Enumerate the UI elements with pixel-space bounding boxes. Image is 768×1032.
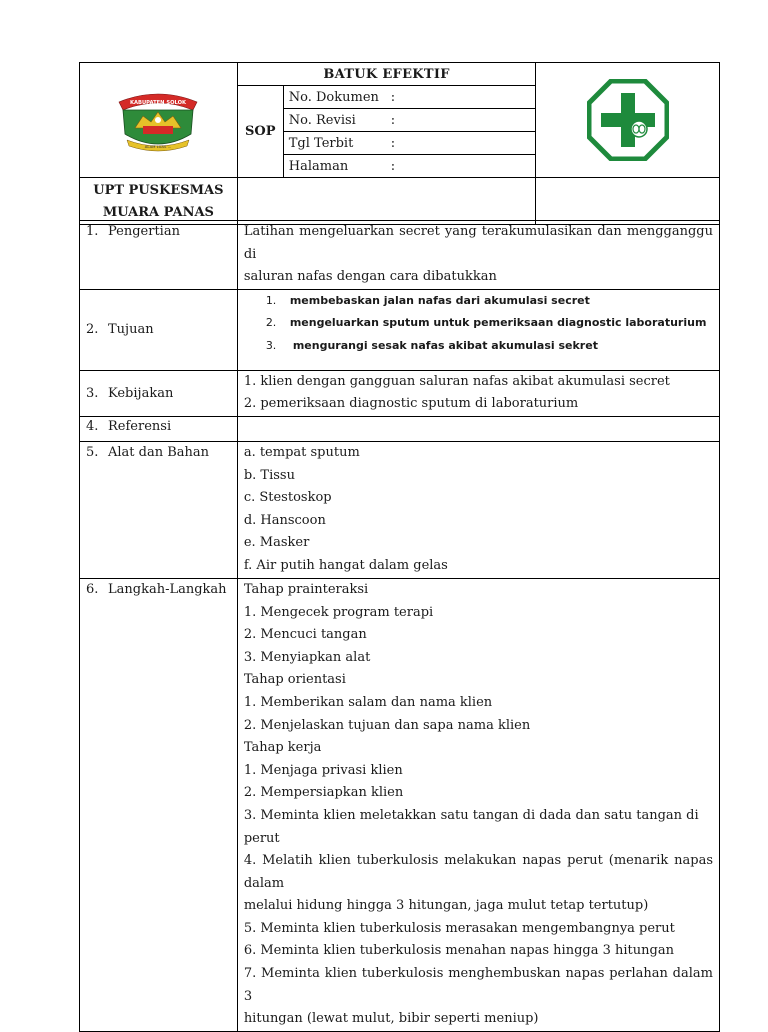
org-line-2: MUARA PANAS xyxy=(102,205,214,220)
tujuan-item: 1. membebaskan jalan nafas dari akumulasi secret xyxy=(265,293,590,307)
langkah-step: 5. Meminta klien tuberkulosis merasakan mengembangnya perut xyxy=(243,920,675,936)
section-langkah-label: 6. Langkah-Langkah xyxy=(80,578,238,1031)
alat-item: a. tempat sputum xyxy=(243,444,360,460)
pengertian-line-2: saluran nafas dengan cara dibatukkan xyxy=(243,269,497,285)
pengertian-line-1: Latihan mengeluarkan secret yang terakumulasikan dan mengganggu di xyxy=(243,224,713,262)
kebijakan-item: 2. pemeriksaan diagnostic sputum di laboraturium xyxy=(243,396,579,412)
sop-label: SOP xyxy=(237,86,283,178)
langkah-step: 1. Menjaga privasi klien xyxy=(243,762,403,778)
alat-item: b. Tissu xyxy=(243,467,295,483)
logo-left-text: KABUPATEN SOLOK xyxy=(130,100,187,106)
meta-no-revisi: No. Revisi : xyxy=(283,109,536,132)
langkah-step: 7. Meminta klien tuberkulosis menghembuskan napas perlahan dalam 3 xyxy=(243,966,713,1004)
kebijakan-item: 1. klien dengan gangguan saluran nafas akibat akumulasi secret xyxy=(243,373,670,389)
sop-body-table xyxy=(79,220,720,1032)
alat-item: f. Air putih hangat dalam gelas xyxy=(243,557,448,573)
langkah-heading: Tahap prainteraksi xyxy=(243,581,369,597)
langkah-step: 6. Meminta klien tuberkulosis menahan napas hingga 3 hitungan xyxy=(243,943,674,959)
section-referensi-content xyxy=(237,416,719,441)
section-kebijakan-label: 3. Kebijakan xyxy=(80,370,238,416)
section-alat-label: 5. Alat dan Bahan xyxy=(80,441,238,578)
sop-header-table xyxy=(79,62,720,225)
alat-item: d. Hanscoon xyxy=(243,512,326,528)
alat-item: e. Masker xyxy=(243,535,310,551)
org-blank-cell-right xyxy=(536,178,720,225)
langkah-heading: Tahap kerja xyxy=(243,740,322,756)
logo-right-cell xyxy=(536,63,720,178)
logo-left-cell xyxy=(80,63,238,178)
tujuan-item: 2. mengeluarkan sputum untuk pemeriksaan diagnostic laboraturium xyxy=(265,316,707,330)
langkah-step: 2. Menjelaskan tujuan dan sapa nama klien xyxy=(243,717,531,733)
tujuan-item: 3. mengurangi sesak nafas akibat akumulasi sekret xyxy=(265,338,598,352)
langkah-step: 1. Mengecek program terapi xyxy=(243,604,434,620)
langkah-step: 2. Mencuci tangan xyxy=(243,627,367,643)
section-referensi-label: 4. Referensi xyxy=(80,416,238,441)
langkah-step: 3. Menyiapkan alat xyxy=(243,649,371,665)
section-kebijakan-content xyxy=(237,370,719,416)
kabupaten-solok-logo xyxy=(113,88,203,154)
langkah-step: 1. Memberikan salam dan nama klien xyxy=(243,694,493,710)
section-pengertian-label: 1. Pengertian xyxy=(80,221,238,290)
section-tujuan-content xyxy=(237,289,719,370)
langkah-step-cont: melalui hidung hingga 3 hitungan, jaga mulut tetap tertutup) xyxy=(243,898,649,914)
section-pengertian-content xyxy=(237,221,719,290)
meta-no-dokumen: No. Dokumen : xyxy=(283,86,536,109)
org-blank-cell xyxy=(237,178,536,225)
puskesmas-cross-logo xyxy=(587,79,669,161)
langkah-step: 2. Mempersiapkan klien xyxy=(243,785,404,801)
section-langkah-content xyxy=(237,578,719,1031)
meta-tgl-terbit: Tgl Terbit : xyxy=(283,132,536,155)
langkah-step: 4. Melatih klien tuberkulosis melakukan napas perut (menarik napas dalam xyxy=(243,853,713,891)
langkah-step: 3. Meminta klien meletakkan satu tangan di dada dan satu tangan di perut xyxy=(243,807,699,846)
doc-title: BATUK EFEKTIF xyxy=(237,63,536,86)
section-tujuan-label: 2. Tujuan xyxy=(80,289,238,370)
logo-left-motto: ALAM LUAS ... xyxy=(145,144,172,149)
langkah-step-cont: hitungan (lewat mulut, bibir seperti meniup) xyxy=(243,1011,539,1027)
section-alat-content xyxy=(237,441,719,578)
langkah-heading: Tahap orientasi xyxy=(243,672,346,688)
meta-halaman: Halaman : xyxy=(283,155,536,178)
org-name xyxy=(80,178,238,225)
org-line-1: UPT PUSKESMAS xyxy=(93,183,224,198)
alat-item: c. Stestoskop xyxy=(243,490,332,506)
